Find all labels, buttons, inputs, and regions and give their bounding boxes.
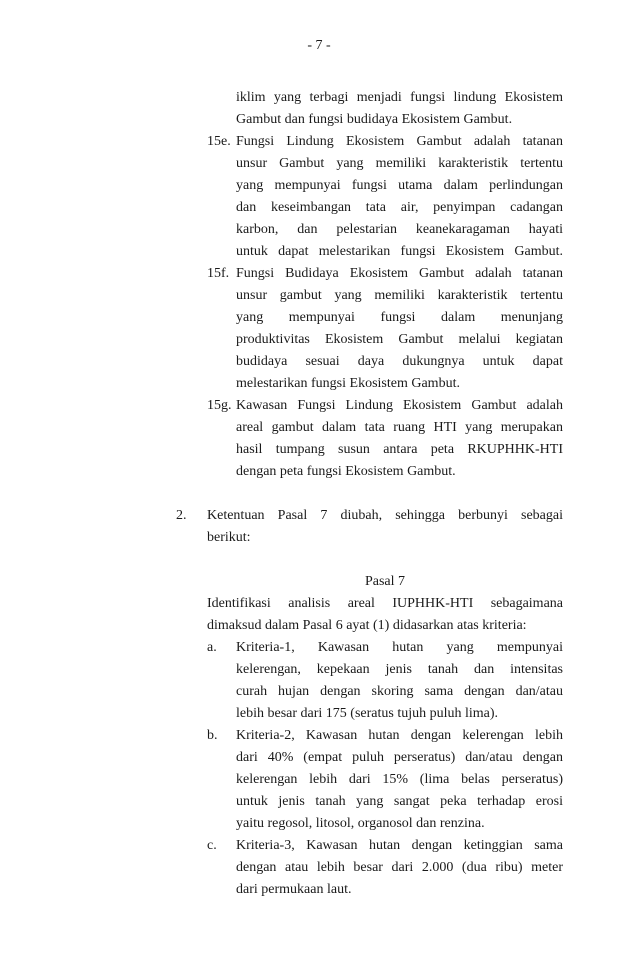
definition-line: dan keseimbangan tata air, penyimpan cadangan <box>236 200 563 215</box>
definition-line: Fungsi Lindung Ekosistem Gambut adalah tatanan <box>236 134 563 149</box>
definition-line: unsur gambut yang memiliki karakteristik tertentu <box>236 288 563 303</box>
definition-line: melestarikan fungsi Ekosistem Gambut. <box>236 376 460 391</box>
criterion-line: dari permukaan laut. <box>236 882 352 897</box>
definition-line: areal gambut dalam tata ruang HTI yang merupakan <box>236 420 563 435</box>
definition-number: 15f. <box>207 266 230 281</box>
definition-line: Fungsi Budidaya Ekosistem Gambut adalah tatanan <box>236 266 563 281</box>
article-intro-line: Identifikasi analisis areal IUPHHK-HTI sebagaimana <box>207 596 563 611</box>
definition-line: dengan peta fungsi Ekosistem Gambut. <box>236 464 456 479</box>
definition-number: 15g. <box>207 398 232 413</box>
criterion-letter: a. <box>207 640 217 655</box>
criterion-line: untuk jenis tanah yang sangat peka terhadap erosi <box>236 794 563 809</box>
criterion-line: curah hujan dengan skoring sama dengan dan/atau <box>236 684 563 699</box>
criterion-line: lebih besar dari 175 (seratus tujuh puluh lima). <box>236 706 499 721</box>
criterion-line: kelerengan, kepekaan jenis tanah dan intensitas <box>236 662 563 677</box>
criterion-line: Kriteria-1, Kawasan hutan yang mempunyai <box>236 640 563 655</box>
definition-line: karbon, dan pelestarian keanekaragaman hayati <box>236 222 563 237</box>
definition-line: budidaya sesuai daya dukungnya untuk dapat <box>236 354 563 369</box>
definition-continued-line: Gambut dan fungsi budidaya Ekosistem Gambut. <box>236 112 513 127</box>
definition-line: yang mempunyai fungsi dalam menunjang <box>236 310 563 325</box>
definition-line: untuk dapat melestarikan fungsi Ekosistem Gambut. <box>236 244 563 259</box>
list-item-line: berikut: <box>207 530 251 545</box>
criterion-line: dari 40% (empat puluh perseratus) dan/atau dengan <box>236 750 563 765</box>
definition-line: unsur Gambut yang memiliki karakteristik tertentu <box>236 156 563 171</box>
definition-number: 15e. <box>207 134 231 149</box>
definition-line: Kawasan Fungsi Lindung Ekosistem Gambut adalah <box>236 398 563 413</box>
criterion-line: kelerengan lebih dari 15% (lima belas perseratus) <box>236 772 563 787</box>
list-item-line: Ketentuan Pasal 7 diubah, sehingga berbunyi sebagai <box>207 508 563 523</box>
criterion-letter: c. <box>207 838 217 853</box>
criterion-line: Kriteria-2, Kawasan hutan dengan kelerengan lebih <box>236 728 563 743</box>
definition-line: hasil tumpang susun antara peta RKUPHHK-HTI <box>236 442 563 457</box>
definition-line: yang mempunyai fungsi utama dalam perlindungan <box>236 178 563 193</box>
article-title: Pasal 7 <box>364 574 406 589</box>
page-number: - 7 - <box>307 38 331 53</box>
list-item-number: 2. <box>176 508 187 523</box>
criterion-letter: b. <box>207 728 218 743</box>
article-intro-line: dimaksud dalam Pasal 6 ayat (1) didasarkan atas kriteria: <box>207 618 527 633</box>
criterion-line: dengan atau lebih besar dari 2.000 (dua ribu) meter <box>236 860 563 875</box>
criterion-line: yaitu regosol, litosol, organosol dan renzina. <box>236 816 485 831</box>
definition-line: produktivitas Ekosistem Gambut melalui kegiatan <box>236 332 563 347</box>
criterion-line: Kriteria-3, Kawasan hutan dengan ketinggian sama <box>236 838 563 853</box>
definition-continued-line: iklim yang terbagi menjadi fungsi lindung Ekosistem <box>236 90 563 105</box>
